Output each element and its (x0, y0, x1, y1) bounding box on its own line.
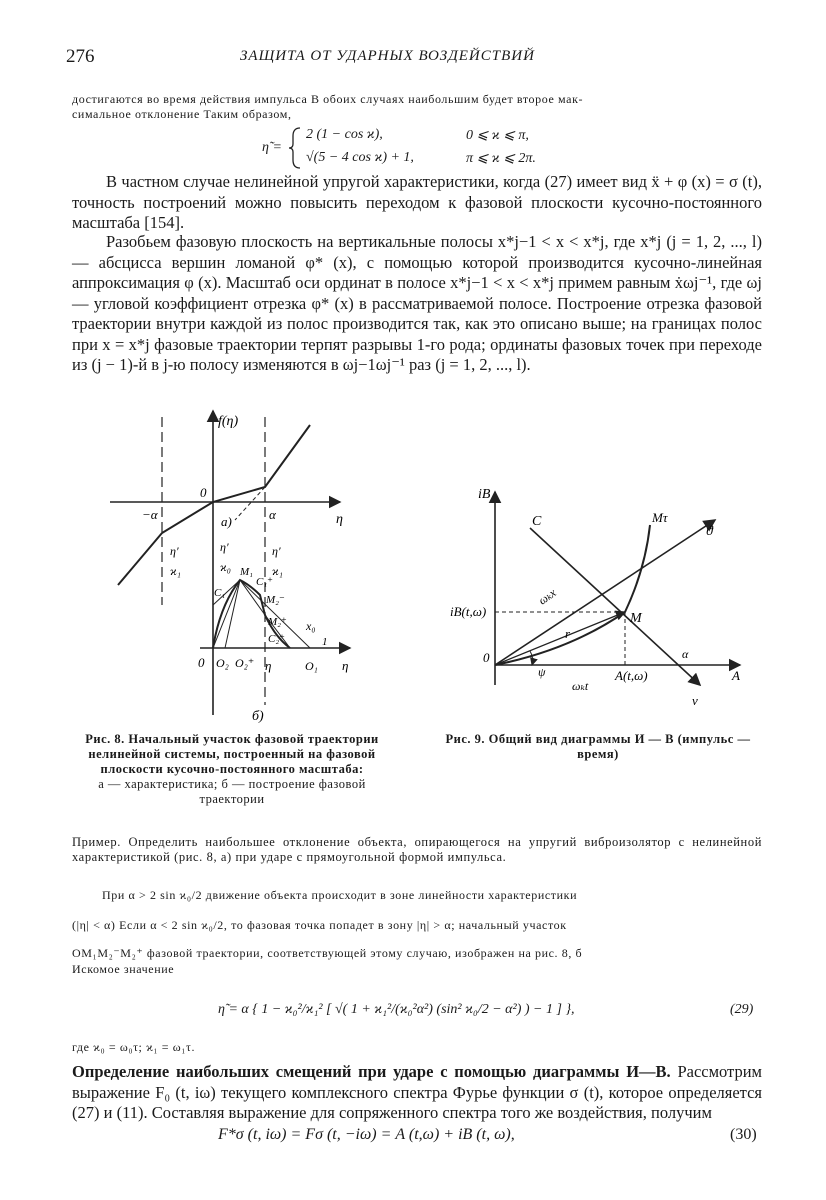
fig8-eta0-prime: η′ (220, 540, 229, 554)
equation-30-number: (30) (730, 1126, 757, 1143)
section-block (72, 1062, 762, 1124)
fig9-M: M (630, 611, 642, 626)
fig9-psi-arc (530, 651, 533, 665)
section-heading: Определение наибольших смещений при ударе с помощью диаграммы И—В. (72, 1062, 671, 1081)
eq-lhs: η̃ = (262, 140, 282, 155)
fig8-O2: O₂ (216, 656, 229, 670)
intro-line-2: симальное отклонение Таким образом, (72, 107, 292, 121)
fig8-eta1-prime-right: η′ (272, 544, 281, 558)
fig8-eta1-prime: η′ (170, 544, 179, 558)
fig8-minus-alpha: −α (142, 507, 158, 522)
fig8-kappa1-right: ϰ₁ (272, 564, 283, 578)
fig8-M1: M₁ (240, 566, 253, 578)
fig8-eta-mid: η (265, 658, 272, 673)
fig8-b-label: б) (252, 709, 264, 724)
intro-text (72, 92, 762, 122)
fig9-psi: ψ (538, 665, 546, 679)
fig8-M2minus: M₂⁻ (266, 594, 285, 606)
eq-cond1: 0 ⩽ ϰ ⩽ π, (466, 128, 529, 143)
fig9-omega-x: ωₖx (535, 585, 559, 608)
fig9-alpha: α (682, 647, 689, 661)
intro-line-1: достигаются во время действия импульса В обоих случаях наибольшим будет второе мак- (72, 92, 584, 106)
equation-30: F*σ (t, iω) = Fσ (t, −iω) = A (t,ω) + iB (t, ω), (218, 1126, 515, 1143)
running-title: ЗАЩИТА ОТ УДАРНЫХ ВОЗДЕЙСТВИЙ (240, 48, 535, 64)
figure-8-caption (72, 732, 392, 807)
page-number: 276 (66, 46, 95, 67)
equation-29-where: где ϰ₀ = ω₀τ; ϰ₁ = ω₁τ. (72, 1040, 196, 1054)
fig9-O: 0 (483, 650, 490, 665)
fig8-O2plus: O₂⁺ (235, 656, 255, 670)
fig9-curve (495, 525, 650, 665)
example-text: Пример. Определить наибольшее отклонение объекта, опирающегося на упругий виброизолятор с нелинейной характеристикой (рис. 8, а) при ударе с прямоугольной формой импульса. (72, 835, 762, 864)
paragraph-2: Разобьем фазовую плоскость на вертикальные полосы x*j−1 < x < x*j, где x*j (j = 1, 2, ..., l) — абсцисса вершин ломаной φ* (x), с помощью которой производится кусочно-линейная аппроксимация φ (x). Масштаб оси ординат в полосе x*j−1 < x < x*j примем равным ẋωj⁻¹, где ωj — угловой коэффициент отрезка φ* (x) в рассматриваемой полосе. Построение отрезка фазовой траектории внутри каждой из полос производится так, как это описано выше; на границах полос при x = x*j фазовые траектории терпят разрывы 1-го рода; ординаты фазовых точек при переходе из (j − 1)-й в j-ю полосу изменяются в ωj−1ωj⁻¹ раз (j = 1, 2, ..., l). (72, 232, 762, 374)
fig8-kappa1: ϰ₁ (170, 564, 181, 578)
fig8-a-label: а) (221, 514, 232, 529)
fig8-one: 1 (322, 636, 328, 648)
fig9-r-vector (495, 612, 625, 665)
figure-9-caption: Рис. 9. Общий вид диаграммы И — В (импульс — время) (445, 732, 751, 761)
fig8-O1: O₁ (305, 659, 318, 673)
fig8-C2plus: C₂⁺ (268, 633, 285, 645)
eq-case2: √(5 − 4 cos ϰ) + 1, (306, 150, 414, 165)
figure-8-caption-legend: а — характеристика; б — построение фазовой траектории (98, 777, 366, 806)
fig8-o-top: 0 (200, 485, 207, 500)
fig8-f-eta: f(η) (218, 414, 239, 429)
fig9-A-t: A(t,ω) (615, 668, 648, 683)
figure-8 (100, 405, 410, 730)
fig8-alpha: α (269, 507, 276, 522)
paragraph-1: В частном случае нелинейной упругой характеристики, когда (27) имеет вид ẍ + φ (x) = σ (t), точность построений можно повысить переходом к фазовой плоскости кусочно-постоянного масштаба [154]. (72, 172, 762, 232)
fig8-C1: C₁ (214, 587, 226, 599)
fig9-C: C (532, 514, 542, 529)
example-line-3: OM₁M₂⁻M₂⁺ фазовой траектории, соответствующей этому случаю, изображен на рис. 8, б (72, 946, 583, 960)
figure-8-caption-title: Рис. 8. Начальный участок фазовой траектории нелинейной системы, построенный на фазовой плоскости кусочно-постоянного масштаба: (85, 732, 379, 776)
fig8-characteristic-curve (118, 425, 310, 585)
fig9-theta: ϑ (706, 524, 713, 539)
example-line-2: (|η| < α) Если α < 2 sin ϰ₀/2, то фазовая точка попадет в зону |η| > α; начальный участок (72, 918, 567, 932)
equation-29-number: (29) (730, 1002, 754, 1017)
fig8-kappa0: ϰ₀ (220, 560, 231, 574)
fig8-o-bottom: 0 (198, 655, 205, 670)
fig8-eta-bottom: η (342, 658, 349, 673)
fig9-A: A (732, 668, 740, 683)
fig8-C1plus: C₁⁺ (256, 576, 273, 588)
fig8-M2plus: M₂⁺ (268, 616, 287, 628)
eq-cond2: π ⩽ ϰ ⩽ 2π. (466, 151, 536, 166)
fig9-cv-line (530, 528, 700, 685)
fig9-r: r (565, 626, 571, 641)
eq-brace (288, 126, 302, 170)
example-line-1: При α > 2 sin ϰ₀/2 движение объекта происходит в зоне линейности характеристики (102, 888, 578, 902)
fig9-v: ν (692, 693, 698, 708)
figure-9 (450, 480, 770, 720)
section-text: Рассмотрим выражение F₀ (t, iω) текущего комплексного спектра Фурье функции σ (t), которое определяется (27) и (11). Составляя выражение для сопряженного спектра того же воздействия, получим (72, 1062, 762, 1122)
eq-case1: 2 (1 − cos ϰ), (306, 127, 383, 142)
fig8-eta-top: η (336, 512, 343, 527)
fig9-iB-t: iB(t,ω) (450, 604, 487, 619)
example-line-4: Искомое значение (72, 962, 175, 976)
fig9-theta-line (495, 520, 715, 665)
fig9-Mtau: Mτ (652, 510, 668, 525)
fig9-iB: iB (478, 487, 491, 502)
fig9-omega-t: ωₖt (572, 679, 589, 693)
equation-29: η̃ = α { 1 − ϰ₀²/ϰ₁² [ √( 1 + ϰ₁²/(ϰ₀²α²) (sin² ϰ₀/2 − α²) ) − 1 ] }, (218, 1002, 575, 1017)
fig8-x0: x₀ (306, 619, 316, 633)
